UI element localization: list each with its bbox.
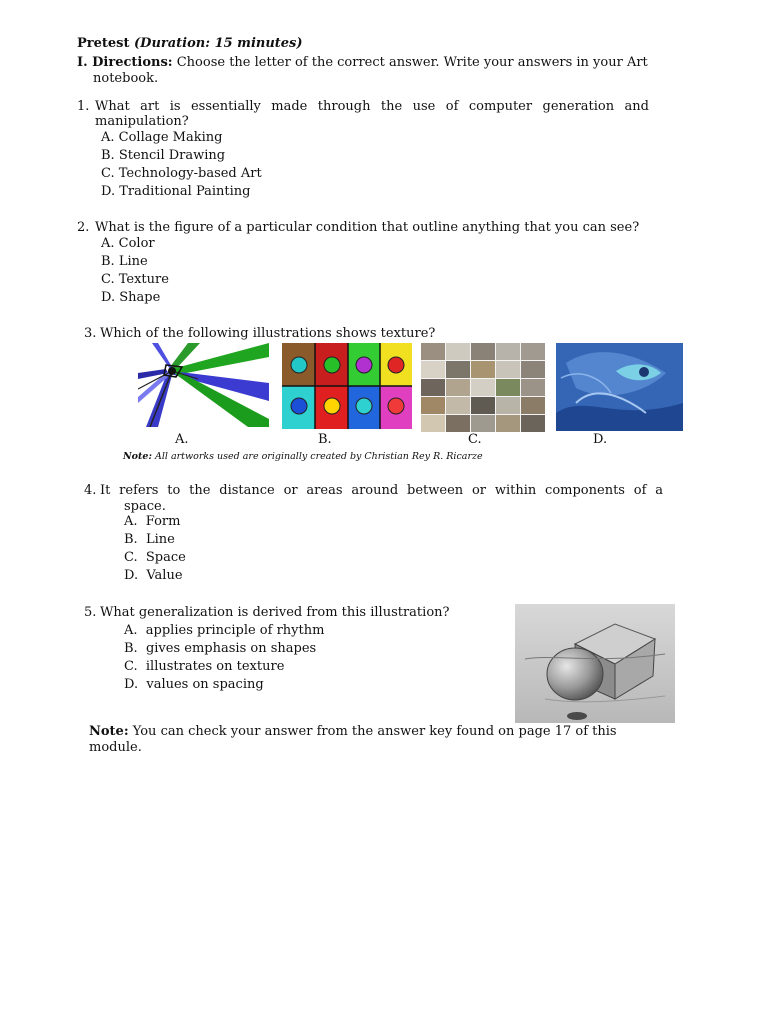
question-1-number: 1. (77, 99, 90, 114)
artwork-c-texture-grid (421, 343, 545, 432)
question-1-option-c: C. Technology-based Art (101, 166, 262, 181)
question-4-option-d: D. Value (124, 568, 183, 583)
answer-key-note-label: Note: (89, 724, 129, 739)
question-2-option-d: D. Shape (101, 290, 161, 305)
question-1-line2: manipulation? (95, 114, 189, 129)
artwork-credit-label: Note: (123, 451, 152, 462)
image-label-d: D. (593, 432, 608, 447)
question-5-number: 5. (84, 605, 97, 620)
question-2-option-a: A. Color (101, 236, 155, 251)
artwork-d-blue-abstract (556, 343, 683, 431)
question-4-line1: It refers to the distance or areas around between or within components of a (100, 483, 663, 498)
artwork-credit-text: All artworks used are originally created by Christian Rey R. Ricarze (155, 451, 483, 462)
artwork-credit-note (123, 451, 483, 462)
question-1-line1: What art is essentially made through the use of computer generation and (95, 99, 649, 114)
question-1-option-d: D. Traditional Painting (101, 184, 251, 199)
answer-key-note (89, 724, 617, 739)
directions (77, 55, 648, 70)
duration-text: (Duration: 15 minutes) (134, 36, 303, 51)
question-2-option-b: B. Line (101, 254, 148, 269)
question-2-line1: What is the figure of a particular condition that outline anything that you can see? (95, 220, 640, 235)
question-5-option-a: A. applies principle of rhythm (124, 623, 325, 638)
question-4-line2: space. (124, 499, 166, 514)
page-title (77, 36, 303, 51)
title-text: Pretest (77, 36, 130, 51)
question-4-option-a: A. Form (124, 514, 181, 529)
question-1-option-b: B. Stencil Drawing (101, 148, 226, 163)
question-2-number: 2. (77, 220, 90, 235)
directions-text-line1: Choose the letter of the correct answer. Write your answers in your Art (176, 55, 648, 70)
question-4-option-c: C. Space (124, 550, 186, 565)
question-3-number: 3. (84, 326, 97, 341)
directions-label: I. Directions: (77, 55, 173, 70)
question-4-option-b: B. Line (124, 532, 175, 547)
artwork-b-grid (282, 343, 412, 429)
question-5-option-c: C. illustrates on texture (124, 659, 285, 674)
question-5-line1: What generalization is derived from this illustration? (100, 605, 450, 620)
answer-key-note-line2: module. (89, 740, 142, 755)
question-5-option-b: B. gives emphasis on shapes (124, 641, 317, 656)
image-label-a: A. (175, 432, 189, 447)
artwork-shapes-drawing (515, 604, 675, 723)
directions-text-line2: notebook. (93, 71, 159, 86)
question-3-line1: Which of the following illustrations shows texture? (100, 326, 436, 341)
question-1-option-a: A. Collage Making (101, 130, 223, 145)
image-label-c: C. (468, 432, 482, 447)
question-5-option-d: D. values on spacing (124, 677, 264, 692)
image-label-b: B. (318, 432, 332, 447)
question-2-option-c: C. Texture (101, 272, 169, 287)
answer-key-note-line1: You can check your answer from the answer key found on page 17 of this (132, 724, 617, 739)
question-4-number: 4. (84, 483, 97, 498)
artwork-a-lines (138, 343, 269, 427)
